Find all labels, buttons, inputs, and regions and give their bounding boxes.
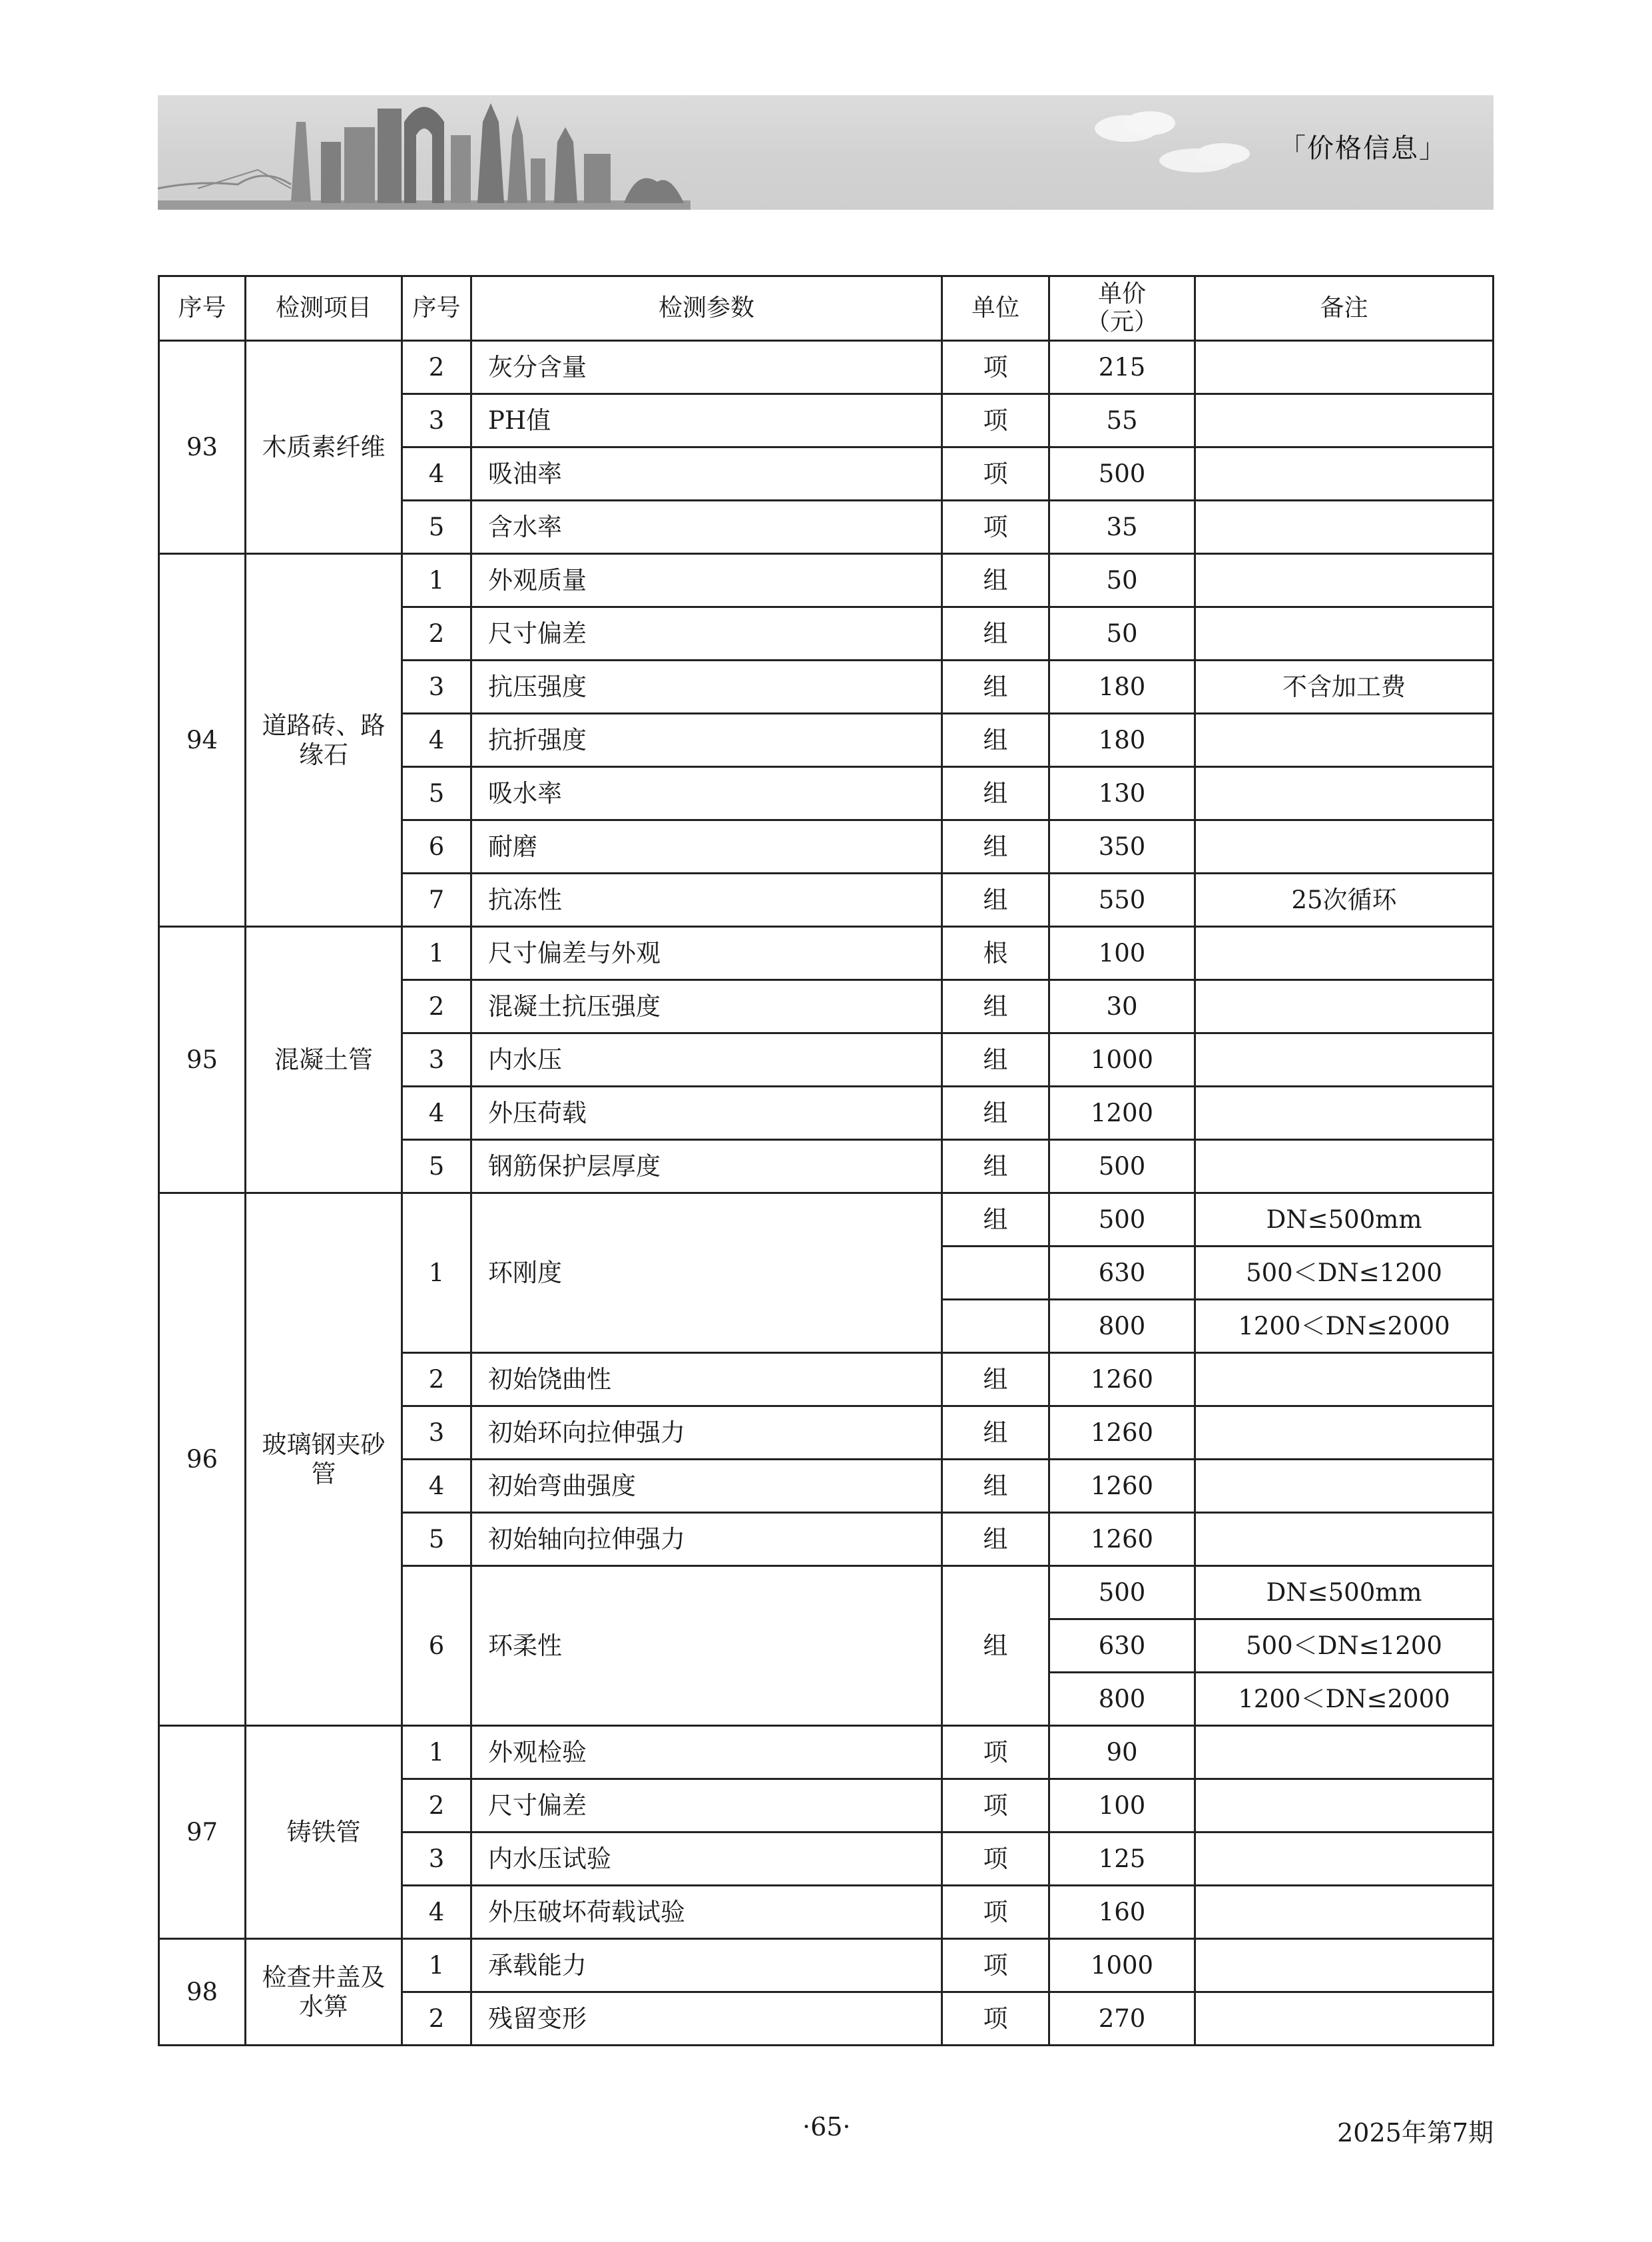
row-unit: 项 [942,1939,1049,1992]
row-unit: 组 [942,1460,1049,1513]
row-price: 500 [1049,447,1195,501]
row-param: 初始轴向拉伸强力 [471,1513,942,1566]
row-no: 5 [402,1513,471,1566]
row-no: 7 [402,874,471,927]
row-remark [1195,607,1494,661]
section-label: 「价格信息」 [1279,133,1447,164]
row-unit: 组 [942,554,1049,607]
row-unit: 根 [942,927,1049,980]
row-remark: 1200＜DN≤2000 [1195,1673,1494,1726]
row-no: 3 [402,661,471,714]
row-no: 4 [402,714,471,767]
row-no: 5 [402,767,471,820]
group-id: 98 [159,1939,246,2046]
group-name: 混凝土管 [246,927,402,1193]
row-remark [1195,820,1494,874]
row-unit: 项 [942,1992,1049,2046]
row-param: 初始弯曲强度 [471,1460,942,1513]
row-param: 环刚度 [471,1193,942,1353]
group-name: 玻璃钢夹砂管 [246,1193,402,1726]
row-param: 内水压试验 [471,1832,942,1886]
row-unit [942,1300,1049,1353]
row-param: 混凝土抗压强度 [471,980,942,1033]
group-name: 铸铁管 [246,1726,402,1939]
row-remark: 1200＜DN≤2000 [1195,1300,1494,1353]
row-remark [1195,394,1494,447]
row-unit: 组 [942,661,1049,714]
row-no: 4 [402,1886,471,1939]
row-unit [942,1247,1049,1300]
row-remark [1195,447,1494,501]
row-price: 100 [1049,1779,1195,1832]
row-param: 吸油率 [471,447,942,501]
group-id: 94 [159,554,246,927]
row-remark [1195,1406,1494,1460]
row-remark [1195,980,1494,1033]
row-no: 2 [402,1779,471,1832]
row-remark [1195,554,1494,607]
col-header-param: 检测参数 [471,276,942,341]
row-price: 100 [1049,927,1195,980]
page-number: ·65· [802,2112,851,2141]
row-no: 1 [402,1193,471,1353]
row-no: 4 [402,447,471,501]
row-no: 1 [402,927,471,980]
group-name: 检查井盖及水箅 [246,1939,402,2046]
row-no: 1 [402,1726,471,1779]
row-remark [1195,501,1494,554]
row-param: 钢筋保护层厚度 [471,1140,942,1193]
row-price: 215 [1049,341,1195,394]
row-price: 50 [1049,607,1195,661]
row-no: 4 [402,1087,471,1140]
header-row [159,276,1494,341]
row-unit: 组 [942,1140,1049,1193]
group-id: 96 [159,1193,246,1726]
row-price: 30 [1049,980,1195,1033]
row-param: 抗折强度 [471,714,942,767]
row-no: 5 [402,1140,471,1193]
row-remark [1195,1992,1494,2046]
row-price: 1000 [1049,1939,1195,1992]
row-no: 2 [402,1992,471,2046]
row-param: 抗压强度 [471,661,942,714]
row-no: 5 [402,501,471,554]
row-unit: 组 [942,1353,1049,1406]
table-row [159,1726,1494,1779]
row-price: 160 [1049,1886,1195,1939]
row-price: 500 [1049,1193,1195,1247]
row-unit: 组 [942,767,1049,820]
row-remark: 25次循环 [1195,874,1494,927]
row-price: 550 [1049,874,1195,927]
row-price: 630 [1049,1247,1195,1300]
row-remark [1195,1886,1494,1939]
row-price: 1260 [1049,1513,1195,1566]
row-param: 吸水率 [471,767,942,820]
row-remark: DN≤500mm [1195,1566,1494,1619]
row-remark [1195,1939,1494,1992]
group-id: 95 [159,927,246,1193]
price-header-line2: （元） [1085,308,1158,336]
header-banner [158,95,1494,210]
row-param: 承载能力 [471,1939,942,1992]
row-unit: 组 [942,1087,1049,1140]
row-no: 1 [402,554,471,607]
row-price: 800 [1049,1300,1195,1353]
row-param: 尺寸偏差 [471,607,942,661]
row-no: 3 [402,1033,471,1087]
row-unit: 项 [942,1726,1049,1779]
row-price: 1000 [1049,1033,1195,1087]
row-price: 55 [1049,394,1195,447]
row-param: 抗冻性 [471,874,942,927]
row-no: 6 [402,820,471,874]
row-unit: 项 [942,394,1049,447]
row-unit: 组 [942,714,1049,767]
price-header-line1: 单价 [1097,280,1146,308]
row-remark [1195,1832,1494,1886]
row-price: 50 [1049,554,1195,607]
row-remark [1195,1779,1494,1832]
row-remark [1195,1726,1494,1779]
row-param: PH值 [471,394,942,447]
row-price: 270 [1049,1992,1195,2046]
row-remark [1195,1087,1494,1140]
row-no: 3 [402,394,471,447]
table-row [159,1939,1494,1992]
row-price: 180 [1049,661,1195,714]
row-param: 初始环向拉伸强力 [471,1406,942,1460]
row-unit: 组 [942,1566,1049,1726]
row-param: 含水率 [471,501,942,554]
row-no: 3 [402,1406,471,1460]
row-no: 2 [402,1353,471,1406]
row-price: 1260 [1049,1460,1195,1513]
row-no: 4 [402,1460,471,1513]
row-param: 外观质量 [471,554,942,607]
group-id: 97 [159,1726,246,1939]
col-header-item: 检测项目 [246,276,402,341]
row-price: 350 [1049,820,1195,874]
row-no: 2 [402,980,471,1033]
group-name: 木质素纤维 [246,341,402,554]
row-param: 外观检验 [471,1726,942,1779]
row-no: 3 [402,1832,471,1886]
row-unit: 组 [942,1033,1049,1087]
row-unit: 组 [942,820,1049,874]
row-remark: 500＜DN≤1200 [1195,1619,1494,1673]
row-price: 800 [1049,1673,1195,1726]
row-remark [1195,1460,1494,1513]
row-no: 1 [402,1939,471,1992]
row-price: 35 [1049,501,1195,554]
row-price: 500 [1049,1566,1195,1619]
row-price: 1260 [1049,1353,1195,1406]
row-remark [1195,1033,1494,1087]
row-remark: 500＜DN≤1200 [1195,1247,1494,1300]
col-header-seq: 序号 [159,276,246,341]
row-remark [1195,927,1494,980]
row-unit: 组 [942,980,1049,1033]
table-row [159,341,1494,394]
group-name: 道路砖、路缘石 [246,554,402,927]
row-price: 500 [1049,1140,1195,1193]
row-unit: 项 [942,447,1049,501]
row-price: 125 [1049,1832,1195,1886]
row-unit: 组 [942,1193,1049,1247]
issue-label: 2025年第7期 [1337,2118,1494,2147]
row-price: 1260 [1049,1406,1195,1460]
row-param: 残留变形 [471,1992,942,2046]
row-remark [1195,767,1494,820]
row-remark [1195,1513,1494,1566]
row-price: 130 [1049,767,1195,820]
row-param: 外压破坏荷载试验 [471,1886,942,1939]
row-price: 1200 [1049,1087,1195,1140]
row-no: 6 [402,1566,471,1726]
testing-price-table [158,275,1494,2046]
row-remark [1195,714,1494,767]
row-unit: 组 [942,607,1049,661]
row-unit: 项 [942,341,1049,394]
row-param: 尺寸偏差 [471,1779,942,1832]
table-row [159,927,1494,980]
row-price: 180 [1049,714,1195,767]
table-row [159,554,1494,607]
row-unit: 项 [942,501,1049,554]
row-unit: 组 [942,1513,1049,1566]
row-param: 环柔性 [471,1566,942,1726]
row-remark: DN≤500mm [1195,1193,1494,1247]
col-header-sub-seq: 序号 [402,276,471,341]
row-param: 内水压 [471,1033,942,1087]
row-unit: 项 [942,1832,1049,1886]
row-remark [1195,341,1494,394]
row-no: 2 [402,341,471,394]
row-price: 90 [1049,1726,1195,1779]
row-remark [1195,1353,1494,1406]
group-id: 93 [159,341,246,554]
row-no: 2 [402,607,471,661]
row-param: 初始饶曲性 [471,1353,942,1406]
row-unit: 项 [942,1886,1049,1939]
row-unit: 项 [942,1779,1049,1832]
table-row [159,1193,1494,1247]
row-param: 灰分含量 [471,341,942,394]
row-param: 外压荷载 [471,1087,942,1140]
row-unit: 组 [942,1406,1049,1460]
row-price: 630 [1049,1619,1195,1673]
row-param: 耐磨 [471,820,942,874]
row-remark [1195,1140,1494,1193]
row-remark: 不含加工费 [1195,661,1494,714]
row-unit: 组 [942,874,1049,927]
col-header-remark: 备注 [1195,276,1494,341]
col-header-price [1049,276,1195,341]
row-param: 尺寸偏差与外观 [471,927,942,980]
col-header-unit: 单位 [942,276,1049,341]
